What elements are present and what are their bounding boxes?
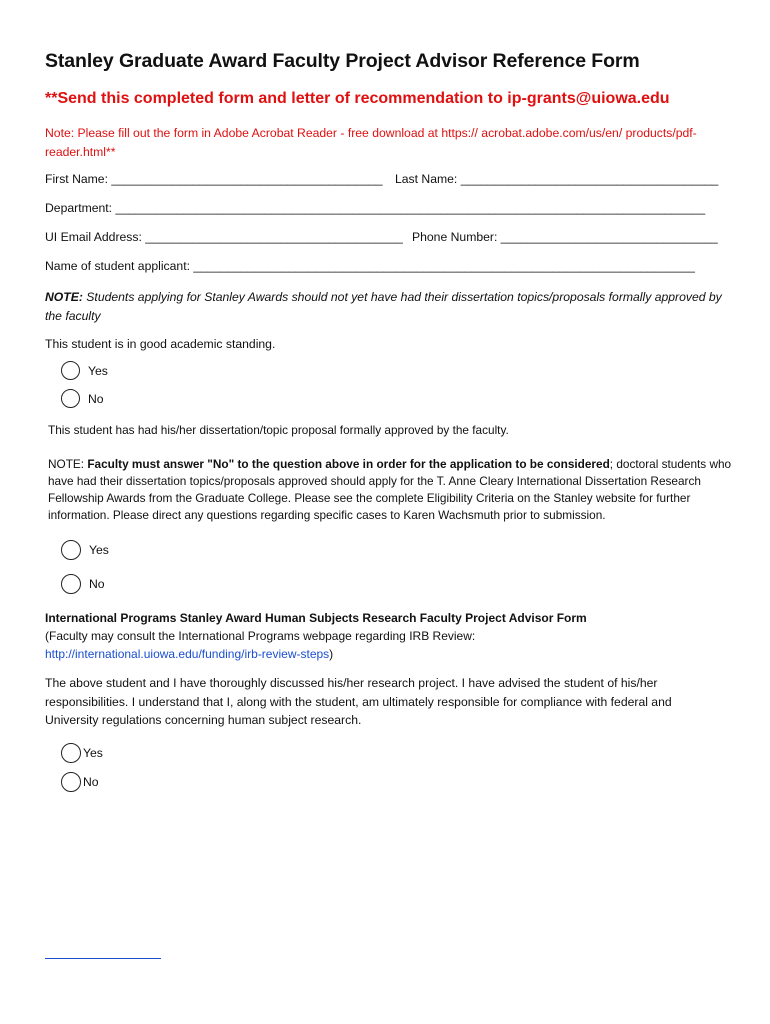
radio-circle-icon[interactable] (61, 772, 81, 792)
faculty-note-prefix: NOTE: (48, 457, 88, 471)
radio-label: Yes (89, 543, 109, 557)
email-input-line[interactable]: ______________________________________ (145, 230, 403, 244)
stanley-note (45, 288, 725, 326)
intl-heading: International Programs Stanley Award Human Subjects Research Faculty Project Advisor Form (45, 611, 587, 625)
q3-no-option[interactable] (61, 772, 99, 792)
footnote-separator (45, 958, 161, 959)
phone-label: Phone Number: (412, 230, 498, 244)
question-proposal-approved: This student has had his/her dissertation/topic proposal formally approved by the faculty. (48, 423, 509, 437)
q1-yes-option[interactable] (61, 361, 108, 380)
student-name-label: Name of student applicant: (45, 259, 190, 273)
radio-label: No (89, 577, 105, 591)
department-label: Department: (45, 201, 113, 215)
last-name-input-line[interactable]: ______________________________________ (460, 172, 719, 186)
email-field[interactable] (45, 230, 403, 244)
department-input-line[interactable]: _______________________________________________________________________________________ (115, 201, 706, 215)
radio-circle-icon[interactable] (61, 389, 80, 408)
intl-section (45, 609, 725, 663)
radio-label: No (88, 391, 104, 406)
faculty-note-bold: Faculty must answer "No" to the question above in order for the application to be considered (87, 457, 610, 471)
radio-circle-icon[interactable] (61, 361, 80, 380)
question-human-subjects: The above student and I have thoroughly discussed his/her research project. I have advised the student of his/her responsibilities. I understand that I, along with the student, am ultimately responsible for compliance with federal and University regulations concerning human subject research. (45, 676, 672, 727)
radio-label: No (83, 775, 99, 789)
stanley-note-text: Students applying for Stanley Awards should not yet have had their dissertation topics/proposals formally approved by the faculty (45, 290, 722, 323)
department-field[interactable] (45, 201, 705, 215)
faculty-note-rest: ; doctoral students who have had their dissertation topics/proposals approved should apply for the T. Anne Cleary International Dissertation Research Fellowship Awards from the Graduate College. Please see the complete Eligibility Criteria on the Stanley website for further information. Please direct any questions regarding specific cases to Karen Wachsmuth prior to submission. (48, 457, 732, 522)
q1-no-option[interactable] (61, 389, 104, 408)
faculty-note (48, 456, 738, 524)
first-name-field[interactable] (45, 172, 383, 186)
stanley-note-label: NOTE: (45, 290, 83, 304)
phone-field[interactable] (412, 230, 718, 244)
last-name-field[interactable] (395, 172, 718, 186)
acrobat-note: Note: Please fill out the form in Adobe Acrobat Reader - free download at https:// acrobat.adobe.com/us/en/ products/pdf-reader.html** (45, 126, 697, 159)
q3-yes-option[interactable] (61, 743, 103, 763)
page-title: Stanley Graduate Award Faculty Project Advisor Reference Form (45, 50, 640, 72)
irb-review-link[interactable]: http://international.uiowa.edu/funding/irb-review-steps (45, 647, 330, 661)
last-name-label: Last Name: (395, 172, 458, 186)
first-name-input-line[interactable]: ________________________________________ (111, 172, 383, 186)
student-name-field[interactable] (45, 259, 695, 273)
intl-close-paren: ) (329, 647, 334, 661)
send-notice: **Send this completed form and letter of recommendation to ip-grants@uiowa.edu (45, 90, 670, 107)
radio-circle-icon[interactable] (61, 574, 81, 594)
question-academic-standing: This student is in good academic standing. (45, 337, 276, 351)
radio-label: Yes (88, 363, 108, 378)
q2-no-option[interactable] (61, 574, 105, 594)
radio-circle-icon[interactable] (61, 540, 81, 560)
student-name-input-line[interactable]: __________________________________________________________________________ (193, 259, 695, 273)
email-label: UI Email Address: (45, 230, 142, 244)
radio-circle-icon[interactable] (61, 743, 81, 763)
intl-consult: (Faculty may consult the International Programs webpage regarding IRB Review: (45, 629, 476, 643)
first-name-label: First Name: (45, 172, 108, 186)
q2-yes-option[interactable] (61, 540, 109, 560)
phone-input-line[interactable]: ________________________________ (500, 230, 718, 244)
radio-label: Yes (83, 746, 103, 760)
